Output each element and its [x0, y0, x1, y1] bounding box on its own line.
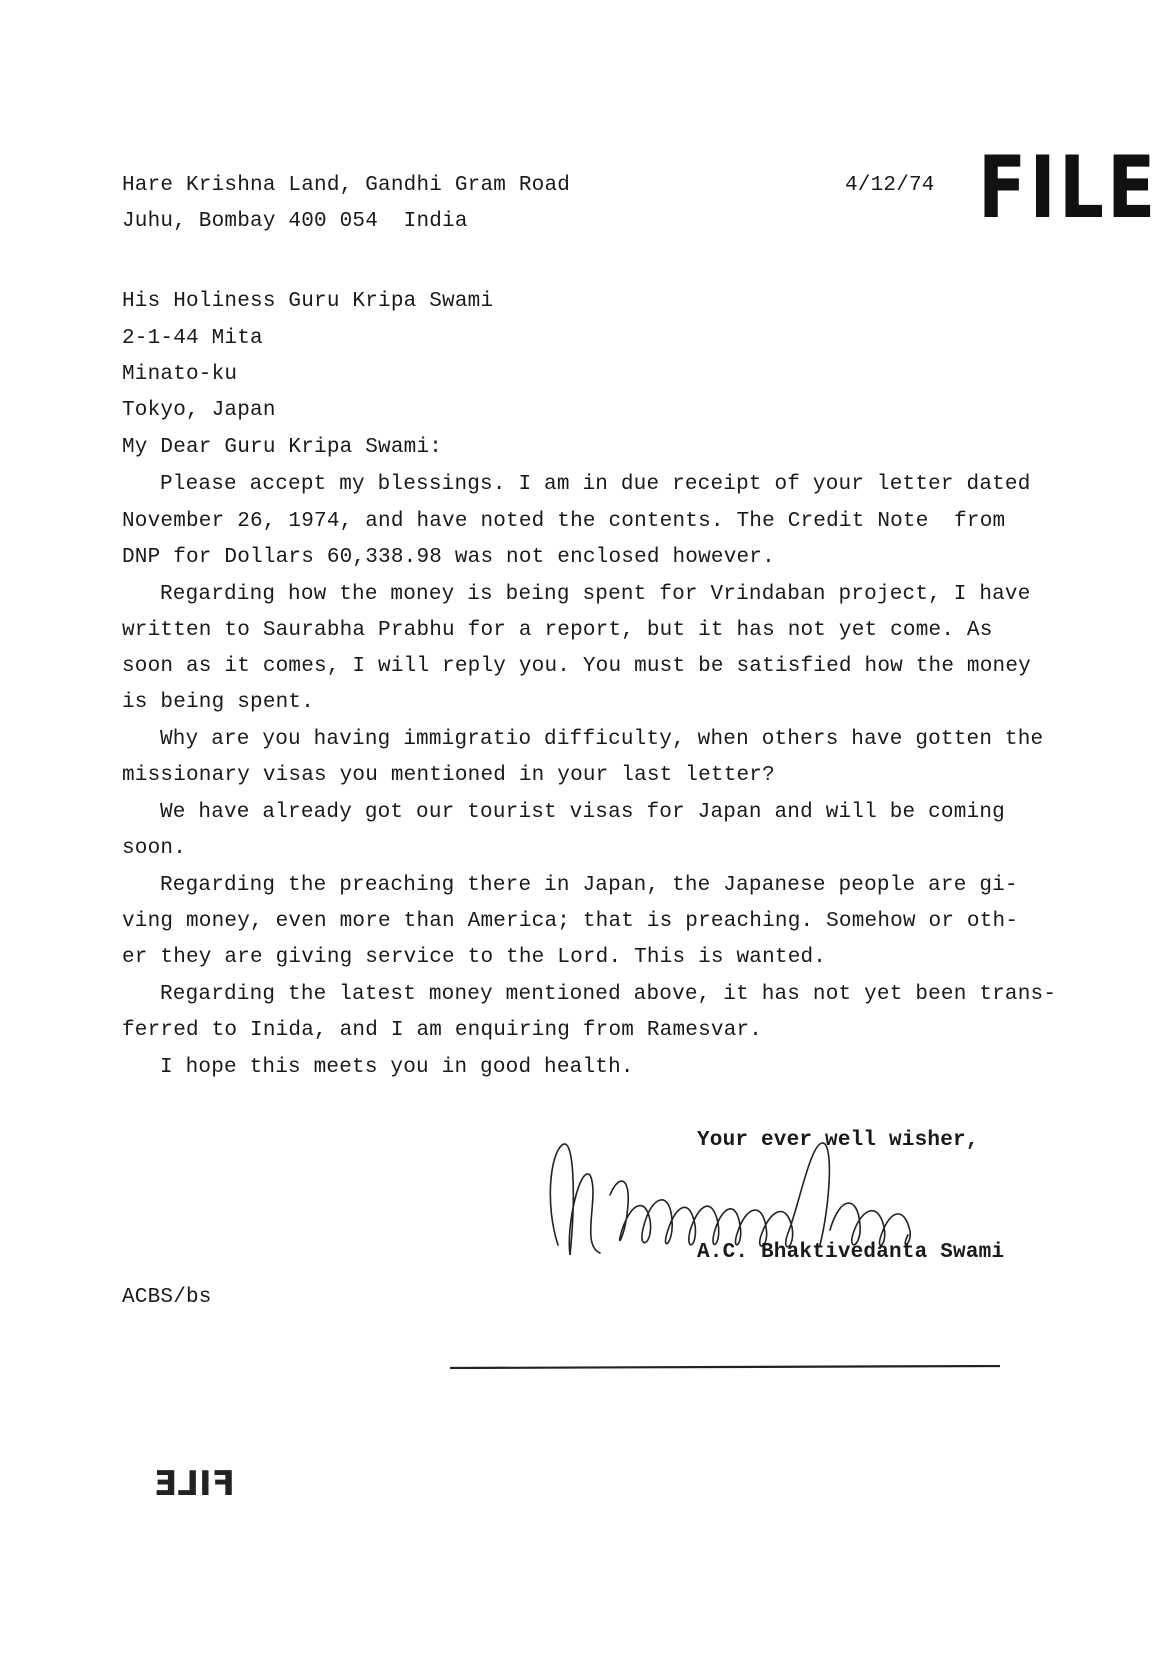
recipient-district: Minato-ku	[122, 363, 238, 386]
mirrored-file-stamp: FILE	[154, 1464, 235, 1504]
signer-name: A.C. Bhaktivedanta Swami	[697, 1241, 1005, 1264]
recipient-city: Tokyo, Japan	[122, 399, 276, 422]
body-line: Please accept my blessings. I am in due receipt of your letter dated	[160, 473, 1031, 496]
body-line: I hope this meets you in good health.	[160, 1056, 634, 1079]
body-line: ving money, even more than America; that is preaching. Somehow or oth-	[122, 910, 1019, 933]
closing-line: Your ever well wisher,	[697, 1129, 979, 1152]
sender-address-line-2: Juhu, Bombay 400 054 India	[122, 210, 468, 233]
body-line: November 26, 1974, and have noted the contents. The Credit Note from	[122, 510, 1006, 533]
sender-address-line-1: Hare Krishna Land, Gandhi Gram Road	[122, 174, 571, 197]
body-line: soon as it comes, I will reply you. You must be satisfied how the money	[122, 655, 1031, 678]
recipient-street: 2-1-44 Mita	[122, 327, 263, 350]
body-line: DNP for Dollars 60,338.98 was not enclosed however.	[122, 546, 775, 569]
body-line: written to Saurabha Prabhu for a report, but it has not yet come. As	[122, 619, 993, 642]
salutation: My Dear Guru Kripa Swami:	[122, 436, 443, 459]
body-line: Regarding how the money is being spent for Vrindaban project, I have	[160, 583, 1031, 606]
body-line: Why are you having immigratio difficulty, when others have gotten the	[160, 728, 1044, 751]
signature-rule	[450, 1365, 1000, 1369]
body-line: missionary visas you mentioned in your last letter?	[122, 764, 775, 787]
file-stamp: FILE	[978, 138, 1159, 238]
letter-date: 4/12/74	[845, 174, 935, 197]
body-line: is being spent.	[122, 691, 315, 714]
body-line: Regarding the latest money mentioned above, it has not yet been trans-	[160, 983, 1057, 1006]
body-line: ferred to Inida, and I am enquiring from Ramesvar.	[122, 1019, 763, 1042]
body-line: soon.	[122, 837, 187, 860]
recipient-name: His Holiness Guru Kripa Swami	[122, 290, 494, 313]
body-line: Regarding the preaching there in Japan, the Japanese people are gi-	[160, 874, 1018, 897]
body-line: er they are giving service to the Lord. This is wanted.	[122, 946, 827, 969]
body-line: We have already got our tourist visas for Japan and will be coming	[160, 801, 1005, 824]
typist-initials: ACBS/bs	[122, 1286, 212, 1309]
